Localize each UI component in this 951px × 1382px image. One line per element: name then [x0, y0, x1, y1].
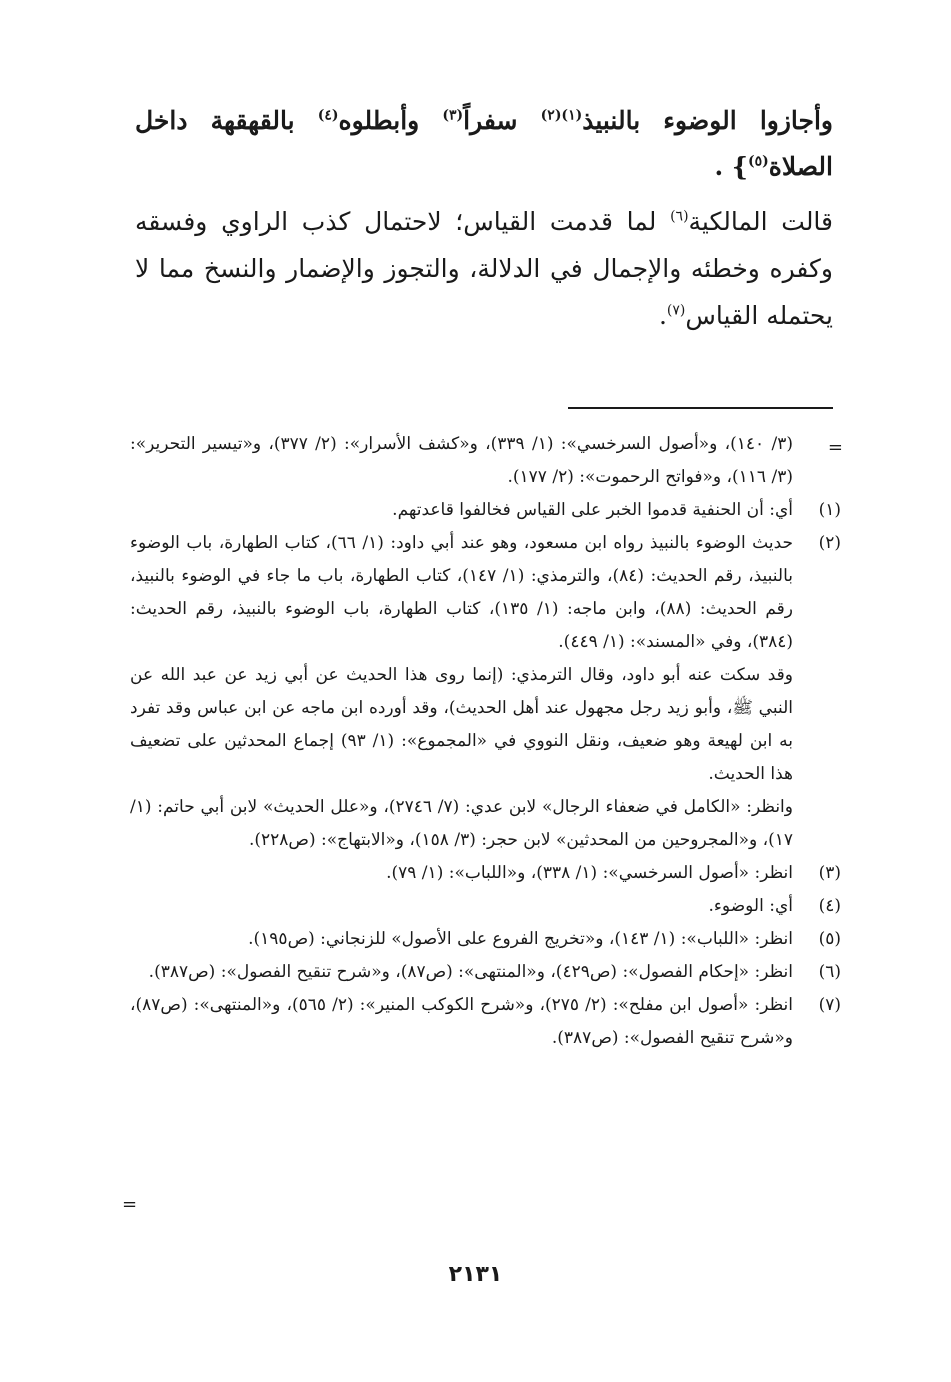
main-text-segment: بالقهقهة داخل الصلاة [135, 106, 833, 181]
footnote-number: (٧) [818, 995, 841, 1015]
footnote-paragraph: (٣/ ١٤٠)، و«أصول السرخسي»: (١/ ٣٣٩)، و«كشف الأسرار»: (٢/ ٣٧٧)، و«تيسير التحرير»: (٣/ ١١٦)، و«فواتح الرحموت»: (٢/ ١٧٧). [130, 434, 794, 487]
footnote-text [130, 857, 793, 890]
footnote-paragraph: حديث الوضوء بالنبيذ رواه ابن مسعود، وهو عند أبي داود: (١/ ٦٦)، كتاب الطهارة، باب الوضوء بالنبيذ، رقم الحديث: (٨٤)، والترمذي: (١/ ١٤٧)، كتاب الطهارة، باب ما جاء في الوضوء بالنبيذ، رقم الحديث: (٨٨)، وابن ماجه: (١/ ١٣٥)، كتاب الطهارة، باب الوضوء بالنبيذ، رقم الحديث: (٣٨٤)، وفي «المسند»: (١/ ٤٤٩). [130, 533, 793, 652]
continuation-mark-bottom: = [122, 1194, 138, 1215]
footnotes [130, 428, 841, 1055]
footnote [130, 890, 841, 923]
footnote-paragraph: وانظر: «الكامل في ضعفاء الرجال» لابن عدي: (٧/ ٢٧٤٦)، و«علل الحديث» لابن أبي حاتم: (١/ ١٧)، و«المجروحين من المحدثين» لابن حجر: (٣/ ١٥٨)، و«الابتهاج»: (ص٢٢٨). [130, 797, 793, 850]
main-text-segment: وأجازوا الوضوء بالنبيذ [582, 106, 834, 135]
footnote-number: (٦) [818, 962, 841, 982]
footnote-paragraph: انظر: «أصول ابن مفلح»: (٢/ ٢٧٥)، و«شرح الكوكب المنير»: (٢/ ٥٦٥)، و«المنتهى»: (ص٨٧)، و«شرح تنقيح الفصول»: (ص٣٨٧). [130, 995, 793, 1048]
footnote [130, 989, 841, 1055]
footnote-paragraph: انظر: «اللباب»: (١/ ١٤٣)، و«تخريج الفروع على الأصول» للزنجاني: (ص١٩٥). [248, 929, 793, 949]
footnote-text [130, 989, 793, 1055]
footnote-text [130, 923, 793, 956]
footnote-paragraph: انظر: «أصول السرخسي»: (١/ ٣٣٨)، و«اللباب»: (١/ ٧٩). [386, 863, 793, 883]
footnote-number [793, 428, 841, 494]
continuation-mark-top: = [827, 437, 843, 458]
footnote-number: (٤) [818, 896, 841, 916]
footnote [130, 527, 841, 857]
main-paragraph-2 [135, 198, 833, 339]
footnote-number: (٥) [818, 929, 841, 949]
footnote-paragraph: أي: أن الحنفية قدموا الخبر على القياس فخالفوا قاعدتهم. [392, 500, 793, 520]
main-text-segment: سفراً [463, 106, 541, 135]
footnote-separator [568, 407, 833, 409]
footnote-text [130, 428, 793, 494]
footnote-marker[interactable]: (١)(٢) [540, 107, 583, 124]
footnote-text [130, 494, 793, 527]
footnote-marker[interactable]: (٦) [670, 208, 689, 225]
footnote-number: (٣) [818, 863, 841, 883]
page-number: ٢١٣١ [448, 1262, 503, 1287]
main-text-segment: } . [714, 152, 748, 181]
footnote-number: (٢) [818, 533, 841, 553]
main-text-segment: وأبطلوه [338, 106, 443, 135]
footnote-paragraph: أي: الوضوء. [708, 896, 793, 916]
footnote-paragraph: وقد سكت عنه أبو داود، وقال الترمذي: (إنما روى هذا الحديث عن أبي زيد عن عبد الله عن النبي ﷺ، وأبو زيد رجل مجهول عند أهل الحديث)، وقد أورده ابن ماجه عن ابن عباس وقد تفرد به ابن لهيعة وهو ضعيف، ونقل النووي في «المجموع»: (١/ ٩٣) إجماع المحدثين على تضعيف هذا الحديث. [130, 665, 794, 784]
footnote-marker[interactable]: (٧) [666, 302, 686, 319]
footnote [130, 428, 841, 494]
footnote-marker[interactable]: (٣) [442, 107, 464, 124]
main-text-segment: . [658, 301, 667, 330]
footnote-text [130, 527, 793, 857]
footnote-marker[interactable]: (٤) [317, 107, 339, 124]
footnote-number: (١) [818, 500, 841, 520]
main-text-segment: لما قدمت القياس؛ لاحتمال كذب الراوي وفسقه وكفره وخطئه والإجمال في الدلالة، والتجوز والإضمار والنسخ مما لا يحتمله القياس [135, 207, 833, 330]
main-text [135, 98, 833, 339]
main-text-segment: قالت المالكية [688, 207, 834, 236]
footnote-text [130, 890, 793, 923]
footnote [130, 494, 841, 527]
footnote [130, 857, 841, 890]
footnote-marker[interactable]: (٥) [747, 153, 769, 170]
footnote-text [130, 956, 793, 989]
footnote [130, 923, 841, 956]
main-paragraph-1 [135, 98, 833, 190]
footnote-paragraph: انظر: «إحكام الفصول»: (ص٤٢٩)، و«المنتهى»: (ص٨٧)، و«شرح تنقيح الفصول»: (ص٣٨٧). [148, 962, 793, 982]
footnote [130, 956, 841, 989]
